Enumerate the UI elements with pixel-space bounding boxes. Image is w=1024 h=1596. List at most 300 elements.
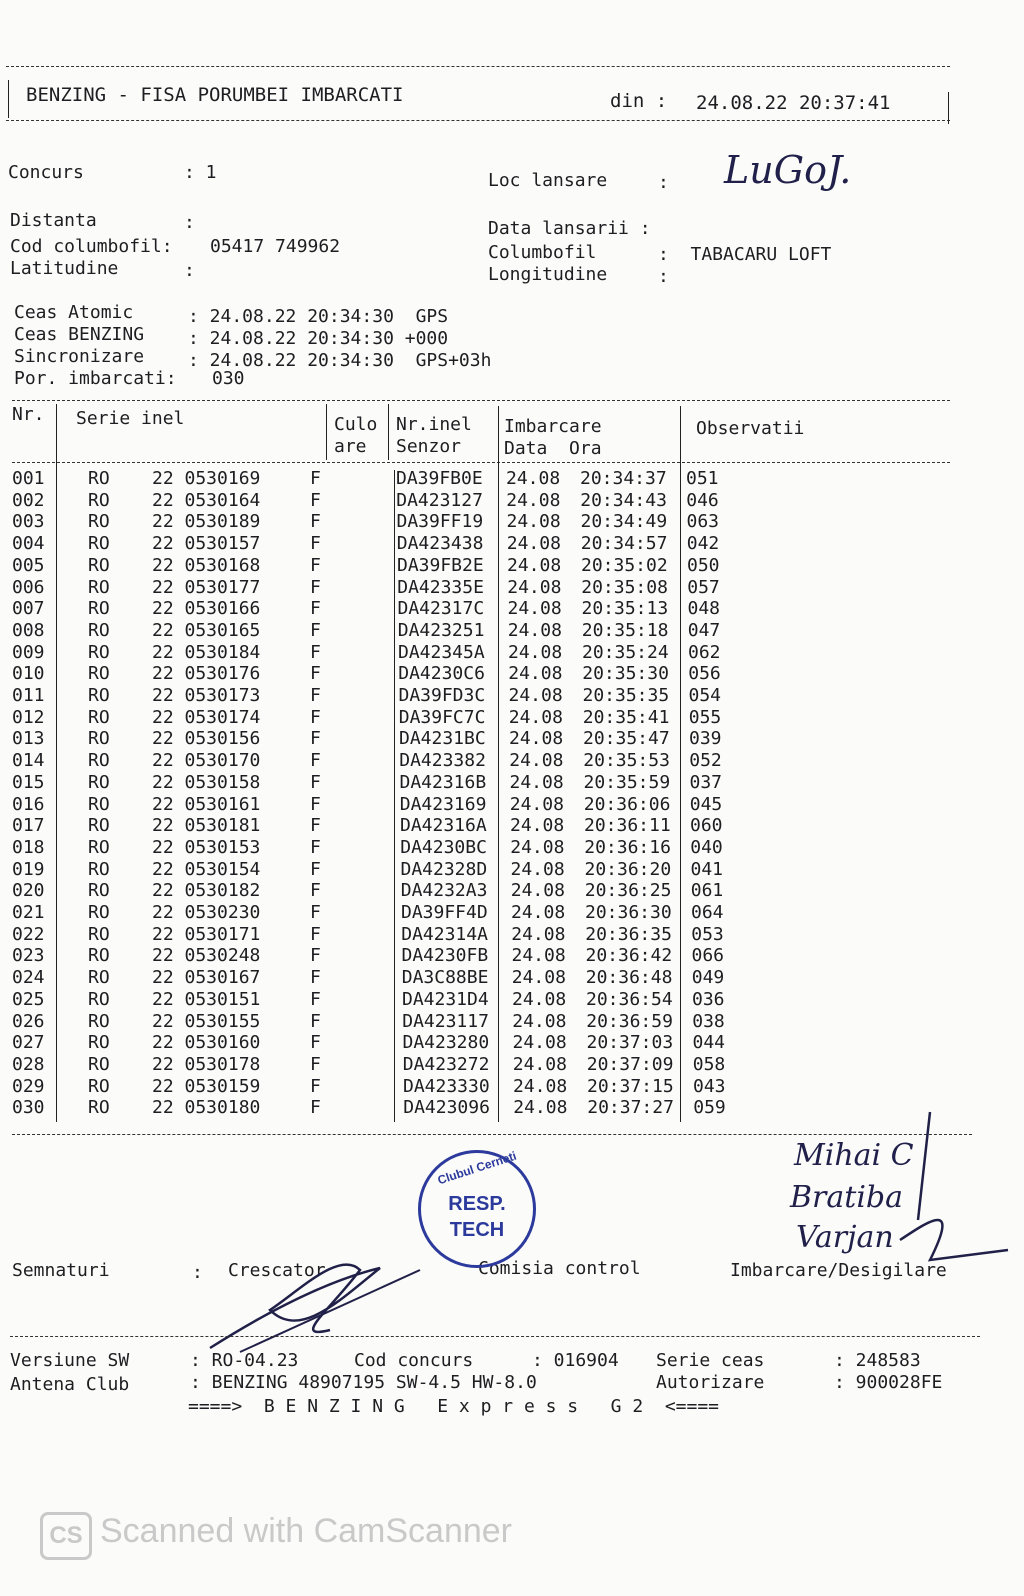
row-senzor: DA4232A3	[400, 880, 488, 902]
row-ora: 20:36:54	[586, 988, 673, 1010]
row-serie-inel: 22 0530230	[152, 902, 261, 923]
versiune-value: : RO-04.23	[190, 1350, 299, 1371]
row-observatii: 055	[688, 706, 722, 728]
row-senzor: DA4231D4	[402, 988, 489, 1010]
stamp-arc-text: Clubul Cerneti	[435, 1148, 519, 1188]
row-country: RO	[88, 1075, 110, 1097]
row-observatii: 041	[690, 858, 724, 880]
row-senzor: DA39FD3C	[398, 685, 486, 706]
versiune-label: Versiune SW	[10, 1350, 130, 1371]
row-data: 24.08	[510, 880, 565, 902]
row-sex: F	[310, 836, 321, 858]
row-sex: F	[310, 598, 321, 620]
row-sex: F	[310, 554, 321, 576]
row-ora: 20:36:06	[583, 793, 671, 815]
row-observatii: 039	[689, 728, 722, 750]
row-sex: F	[310, 945, 321, 967]
row-senzor: DA4230BC	[400, 836, 487, 858]
row-sex: F	[310, 511, 321, 533]
row-country: RO	[88, 836, 110, 858]
row-serie-inel: 22 0530173	[152, 685, 261, 706]
row-observatii: 052	[689, 750, 722, 772]
col-sep-imbarcare	[498, 406, 499, 1122]
row-ora: 20:37:03	[586, 1032, 674, 1054]
row-nr: 009	[12, 641, 45, 663]
row-country: RO	[88, 554, 110, 576]
row-data: 24.08	[507, 576, 562, 598]
row-observatii: 042	[686, 533, 720, 555]
row-nr: 012	[12, 706, 45, 728]
row-country: RO	[88, 967, 110, 989]
row-serie-inel: 22 0530248	[152, 945, 261, 967]
row-observatii: 064	[691, 902, 724, 923]
row-nr: 006	[12, 576, 45, 598]
imbarcare-label: Imbarcare/Desigilare	[730, 1260, 947, 1281]
row-country: RO	[88, 511, 110, 533]
col-header-culoare-1: Culo	[334, 414, 378, 435]
row-country: RO	[88, 576, 110, 598]
row-serie-inel: 22 0530153	[152, 836, 261, 858]
row-ora: 20:37:27	[587, 1097, 674, 1119]
row-country: RO	[88, 706, 110, 728]
col-header-imbarcare-1: Imbarcare	[504, 416, 602, 437]
row-nr: 003	[12, 511, 45, 533]
latitudine-label: Latitudine	[10, 258, 119, 279]
row-ora: 20:34:49	[580, 511, 668, 533]
row-country: RO	[88, 750, 110, 772]
cod-columbofil-value: 05417 749962	[210, 236, 341, 257]
loc-lansare-label: Loc lansare	[488, 170, 608, 191]
row-observatii: 058	[692, 1053, 726, 1075]
row-nr: 023	[12, 945, 45, 967]
row-observatii: 053	[691, 923, 724, 945]
header-bottom-rule	[6, 120, 950, 121]
row-serie-inel: 22 0530189	[152, 511, 261, 533]
row-ora: 20:35:53	[583, 750, 670, 772]
columbofil-value: : TABACARU LOFT	[658, 244, 832, 265]
row-observatii: 038	[692, 1010, 725, 1032]
row-serie-inel: 22 0530171	[152, 923, 261, 945]
row-nr: 017	[12, 815, 45, 837]
camscanner-logo: CS	[40, 1512, 92, 1560]
stamp-line-1: RESP.	[448, 1193, 506, 1215]
row-country: RO	[88, 988, 110, 1010]
row-observatii: 057	[687, 576, 720, 598]
ceas-benzing-label: Ceas BENZING	[14, 324, 145, 345]
por-imbarcati-value: 030	[212, 368, 245, 389]
row-ora: 20:36:11	[584, 815, 671, 837]
row-data: 24.08	[506, 533, 561, 555]
cod-columbofil-label: Cod columbofil:	[10, 236, 173, 257]
row-nr: 011	[12, 685, 45, 706]
col-sep-senzor	[394, 470, 395, 1122]
row-ora: 20:35:35	[582, 685, 670, 706]
row-country: RO	[88, 858, 110, 880]
col-header-nr-inel-2: Senzor	[396, 436, 462, 457]
row-serie-inel: 22 0530170	[152, 750, 261, 772]
row-senzor: DA42316B	[399, 771, 487, 793]
row-serie-inel: 22 0530165	[152, 619, 261, 641]
antena-label: Antena Club	[10, 1374, 130, 1395]
row-data: 24.08	[512, 1010, 567, 1032]
por-imbarcati-label: Por. imbarcati:	[14, 368, 177, 389]
row-observatii: 060	[690, 815, 723, 837]
row-nr: 002	[12, 489, 45, 511]
row-nr: 021	[12, 902, 45, 923]
row-senzor: DA423280	[402, 1032, 490, 1054]
row-data: 24.08	[509, 750, 564, 772]
row-country: RO	[88, 771, 110, 793]
row-senzor: DA4230FB	[401, 945, 489, 967]
row-country: RO	[88, 945, 110, 967]
row-nr: 015	[12, 771, 45, 793]
row-sex: F	[310, 902, 321, 923]
crescator-label: Crescator	[228, 1260, 326, 1281]
row-data: 24.08	[509, 728, 564, 750]
row-ora: 20:35:41	[582, 706, 670, 728]
semnaturi-sep: :	[192, 1262, 203, 1283]
row-sex: F	[310, 619, 321, 641]
row-country: RO	[88, 793, 110, 815]
row-ora: 20:35:59	[583, 771, 671, 793]
row-sex: F	[310, 771, 321, 793]
row-sex: F	[310, 923, 321, 945]
row-ora: 20:36:25	[584, 880, 672, 902]
row-data: 24.08	[510, 858, 565, 880]
row-sex: F	[310, 706, 321, 728]
distanta-label: Distanta	[10, 210, 97, 231]
row-serie-inel: 22 0530156	[152, 728, 261, 750]
row-senzor: DA42345A	[398, 641, 485, 663]
handwritten-signature-3: Varjan	[796, 1220, 894, 1255]
row-nr: 024	[12, 967, 45, 989]
row-senzor: DA423272	[402, 1053, 490, 1075]
row-data: 24.08	[512, 1032, 567, 1054]
row-observatii: 037	[689, 771, 723, 793]
row-senzor: DA42328D	[400, 858, 488, 880]
row-senzor: DA423096	[403, 1097, 490, 1119]
row-senzor: DA4230C6	[398, 663, 485, 685]
row-nr: 028	[12, 1053, 45, 1075]
longitudine-sep: :	[658, 266, 669, 287]
row-ora: 20:34:57	[580, 533, 668, 555]
camscanner-text: Scanned with CamScanner	[100, 1512, 513, 1550]
col-header-serie-inel: Serie inel	[76, 408, 185, 429]
sincronizare-value: : 24.08.22 20:34:30 GPS+03h	[188, 350, 492, 371]
row-observatii: 045	[689, 793, 723, 815]
row-serie-inel: 22 0530166	[152, 598, 261, 620]
row-country: RO	[88, 880, 110, 902]
distanta-sep: :	[184, 212, 195, 233]
row-nr: 022	[12, 923, 45, 945]
row-sex: F	[310, 793, 321, 815]
row-observatii: 047	[687, 619, 721, 641]
row-nr: 014	[12, 750, 45, 772]
row-ora: 20:35:30	[582, 663, 669, 685]
row-sex: F	[310, 685, 321, 706]
cod-concurs-label: Cod concurs	[354, 1350, 474, 1371]
row-senzor: DA39FF4D	[401, 902, 488, 923]
row-ora: 20:36:59	[586, 1010, 673, 1032]
row-senzor: DA42314A	[401, 923, 488, 945]
row-data: 24.08	[508, 706, 563, 728]
row-serie-inel: 22 0530151	[152, 988, 261, 1010]
row-data: 24.08	[511, 902, 566, 923]
row-senzor: DA39FC7C	[398, 706, 486, 728]
row-data: 24.08	[507, 598, 562, 620]
row-senzor: DA39FB2E	[397, 554, 484, 576]
row-data: 24.08	[513, 1075, 568, 1097]
row-serie-inel: 22 0530174	[152, 706, 261, 728]
row-nr: 007	[12, 598, 45, 620]
autorizare-label: Autorizare	[656, 1372, 765, 1393]
row-ora: 20:36:48	[585, 967, 673, 989]
row-observatii: 050	[687, 554, 720, 576]
row-country: RO	[88, 902, 110, 923]
row-nr: 027	[12, 1032, 45, 1054]
row-observatii: 063	[686, 511, 720, 533]
row-data: 24.08	[511, 945, 566, 967]
row-sex: F	[310, 489, 321, 511]
col-header-imbarcare-2: Data Ora	[504, 438, 602, 459]
row-nr: 005	[12, 554, 45, 576]
club-stamp	[418, 1150, 536, 1268]
columbofil-label: Columbofil	[488, 242, 597, 263]
row-senzor: DA423382	[399, 750, 486, 772]
concurs-value: : 1	[184, 162, 217, 183]
row-ora: 20:35:02	[581, 554, 668, 576]
row-serie-inel: 22 0530182	[152, 880, 261, 902]
autorizare-value: : 900028FE	[834, 1372, 943, 1393]
row-ora: 20:36:20	[584, 858, 672, 880]
row-sex: F	[310, 1097, 321, 1119]
row-nr: 030	[12, 1097, 45, 1119]
row-country: RO	[88, 1097, 110, 1119]
row-senzor: DA423251	[397, 619, 485, 641]
col-header-observatii: Observatii	[696, 418, 805, 439]
semnaturi-label: Semnaturi	[12, 1260, 110, 1281]
row-serie-inel: 22 0530157	[152, 533, 261, 555]
row-sex: F	[310, 663, 321, 685]
row-observatii: 048	[687, 598, 721, 620]
row-country: RO	[88, 728, 110, 750]
row-data: 24.08	[510, 815, 565, 837]
row-ora: 20:36:30	[585, 902, 672, 923]
row-serie-inel: 22 0530178	[152, 1053, 261, 1075]
header-datetime: 24.08.22 20:37:41	[696, 92, 891, 114]
row-data: 24.08	[507, 619, 562, 641]
row-serie-inel: 22 0530176	[152, 663, 261, 685]
row-sex: F	[310, 1032, 321, 1054]
row-serie-inel: 22 0530164	[152, 489, 261, 511]
row-serie-inel: 22 0530177	[152, 576, 261, 598]
latitudine-sep: :	[184, 260, 195, 281]
row-ora: 20:36:16	[584, 836, 671, 858]
col-header-nr: Nr.	[12, 404, 45, 425]
row-ora: 20:34:43	[580, 489, 667, 511]
col-sep-observatii	[680, 406, 681, 1122]
row-observatii: 059	[693, 1097, 726, 1119]
row-country: RO	[88, 1010, 110, 1032]
row-sex: F	[310, 641, 321, 663]
row-sex: F	[310, 880, 321, 902]
row-serie-inel: 22 0530184	[152, 641, 261, 663]
benzing-banner: ====> B E N Z I N G E x p r e s s G 2 <====	[188, 1396, 720, 1417]
row-data: 24.08	[509, 771, 564, 793]
row-observatii: 044	[692, 1032, 726, 1054]
row-data: 24.08	[512, 988, 567, 1010]
row-observatii: 061	[690, 880, 724, 902]
row-senzor: DA3C88BE	[401, 967, 489, 989]
row-serie-inel: 22 0530169	[152, 468, 261, 489]
row-nr: 004	[12, 533, 45, 555]
table-top-rule	[12, 400, 950, 401]
row-nr: 019	[12, 858, 45, 880]
row-ora: 20:37:15	[587, 1075, 674, 1097]
cod-concurs-value: : 016904	[532, 1350, 619, 1371]
row-serie-inel: 22 0530155	[152, 1010, 261, 1032]
row-serie-inel: 22 0530154	[152, 858, 261, 880]
row-country: RO	[88, 533, 110, 555]
row-sex: F	[310, 815, 321, 837]
header-din-label: din :	[610, 90, 668, 112]
ceas-benzing-value: : 24.08.22 20:34:30 +000	[188, 328, 449, 349]
row-nr: 010	[12, 663, 45, 685]
table-header-rule	[12, 462, 950, 463]
row-nr: 008	[12, 619, 45, 641]
row-senzor: DA42316A	[400, 815, 487, 837]
stamp-line-2: TECH	[449, 1219, 505, 1241]
col-header-culoare-2: are	[334, 436, 367, 457]
row-data: 24.08	[508, 663, 563, 685]
serie-ceas-label: Serie ceas	[656, 1350, 765, 1371]
row-country: RO	[88, 619, 110, 641]
row-senzor: DA42317C	[397, 598, 485, 620]
document-title: BENZING - FISA PORUMBEI IMBARCATI	[26, 84, 404, 106]
antena-value: : BENZING 48907195 SW-4.5 HW-8.0	[190, 1372, 537, 1393]
row-data: 24.08	[513, 1097, 568, 1119]
ceas-atomic-value: : 24.08.22 20:34:30 GPS	[188, 306, 449, 327]
row-nr: 013	[12, 728, 45, 750]
row-observatii: 036	[692, 988, 725, 1010]
longitudine-label: Longitudine	[488, 264, 608, 285]
row-ora: 20:37:09	[586, 1053, 674, 1075]
row-country: RO	[88, 1032, 110, 1054]
row-observatii: 043	[693, 1075, 726, 1097]
row-sex: F	[310, 988, 321, 1010]
row-serie-inel: 22 0530167	[152, 967, 261, 989]
row-data: 24.08	[511, 923, 566, 945]
row-ora: 20:36:42	[585, 945, 673, 967]
row-serie-inel: 22 0530180	[152, 1097, 261, 1119]
header-left-border	[8, 80, 9, 118]
row-observatii: 066	[691, 945, 725, 967]
row-sex: F	[310, 1053, 321, 1075]
row-country: RO	[88, 598, 110, 620]
row-nr: 029	[12, 1075, 45, 1097]
row-nr: 016	[12, 793, 45, 815]
row-ora: 20:35:08	[581, 576, 668, 598]
row-data: 24.08	[508, 641, 563, 663]
loc-lansare-handwritten: LuGoJ.	[724, 148, 852, 192]
row-data: 24.08	[508, 685, 563, 706]
handwritten-signature-1: Mihai C	[794, 1138, 914, 1173]
loc-lansare-sep: :	[658, 172, 669, 193]
row-data: 24.08	[512, 1053, 567, 1075]
handwritten-signature-2: Bratiba	[790, 1180, 904, 1215]
row-ora: 20:35:24	[582, 641, 669, 663]
row-ora: 20:35:47	[583, 728, 670, 750]
row-observatii: 056	[688, 663, 721, 685]
row-country: RO	[88, 663, 110, 685]
row-ora: 20:36:35	[585, 923, 672, 945]
row-data: 24.08	[511, 967, 566, 989]
row-ora: 20:35:13	[581, 598, 669, 620]
row-nr: 001	[12, 468, 45, 489]
footer-rule	[10, 1336, 980, 1337]
row-serie-inel: 22 0530181	[152, 815, 261, 837]
row-ora: 20:34:37	[580, 468, 667, 489]
comisia-label: Comisia control	[478, 1258, 641, 1279]
row-senzor: DA39FB0E	[396, 468, 483, 489]
row-nr: 020	[12, 880, 45, 902]
row-data: 24.08	[510, 836, 565, 858]
row-observatii: 051	[686, 468, 719, 489]
row-senzor: DA4231BC	[399, 728, 486, 750]
col-sep-culoare-right	[388, 404, 389, 460]
row-serie-inel: 22 0530168	[152, 554, 261, 576]
row-serie-inel: 22 0530159	[152, 1075, 261, 1097]
row-observatii: 062	[688, 641, 721, 663]
col-sep-culoare	[326, 404, 327, 460]
row-observatii: 049	[691, 967, 725, 989]
row-senzor: DA423127	[396, 489, 483, 511]
data-lansarii-label: Data lansarii :	[488, 218, 651, 239]
row-sex: F	[310, 576, 321, 598]
col-sep-nr	[56, 404, 57, 1122]
row-data: 24.08	[506, 468, 561, 489]
row-country: RO	[88, 685, 110, 706]
row-data: 24.08	[509, 793, 564, 815]
row-nr: 025	[12, 988, 45, 1010]
row-country: RO	[88, 641, 110, 663]
row-sex: F	[310, 1075, 321, 1097]
row-senzor: DA423330	[403, 1075, 490, 1097]
row-sex: F	[310, 858, 321, 880]
row-country: RO	[88, 1053, 110, 1075]
row-observatii: 040	[690, 836, 723, 858]
row-senzor: DA423117	[402, 1010, 489, 1032]
row-country: RO	[88, 923, 110, 945]
row-sex: F	[310, 728, 321, 750]
row-serie-inel: 22 0530160	[152, 1032, 261, 1054]
row-sex: F	[310, 1010, 321, 1032]
row-sex: F	[310, 750, 321, 772]
row-nr: 018	[12, 836, 45, 858]
row-ora: 20:35:18	[581, 619, 669, 641]
row-sex: F	[310, 533, 321, 555]
concurs-label: Concurs	[8, 162, 84, 183]
row-serie-inel: 22 0530161	[152, 793, 261, 815]
row-sex: F	[310, 468, 321, 489]
col-header-nr-inel-1: Nr.inel	[396, 414, 472, 435]
row-data: 24.08	[506, 489, 561, 511]
row-sex: F	[310, 967, 321, 989]
row-senzor: DA423438	[396, 533, 484, 555]
row-country: RO	[88, 468, 110, 489]
row-serie-inel: 22 0530158	[152, 771, 261, 793]
row-observatii: 054	[688, 685, 722, 706]
